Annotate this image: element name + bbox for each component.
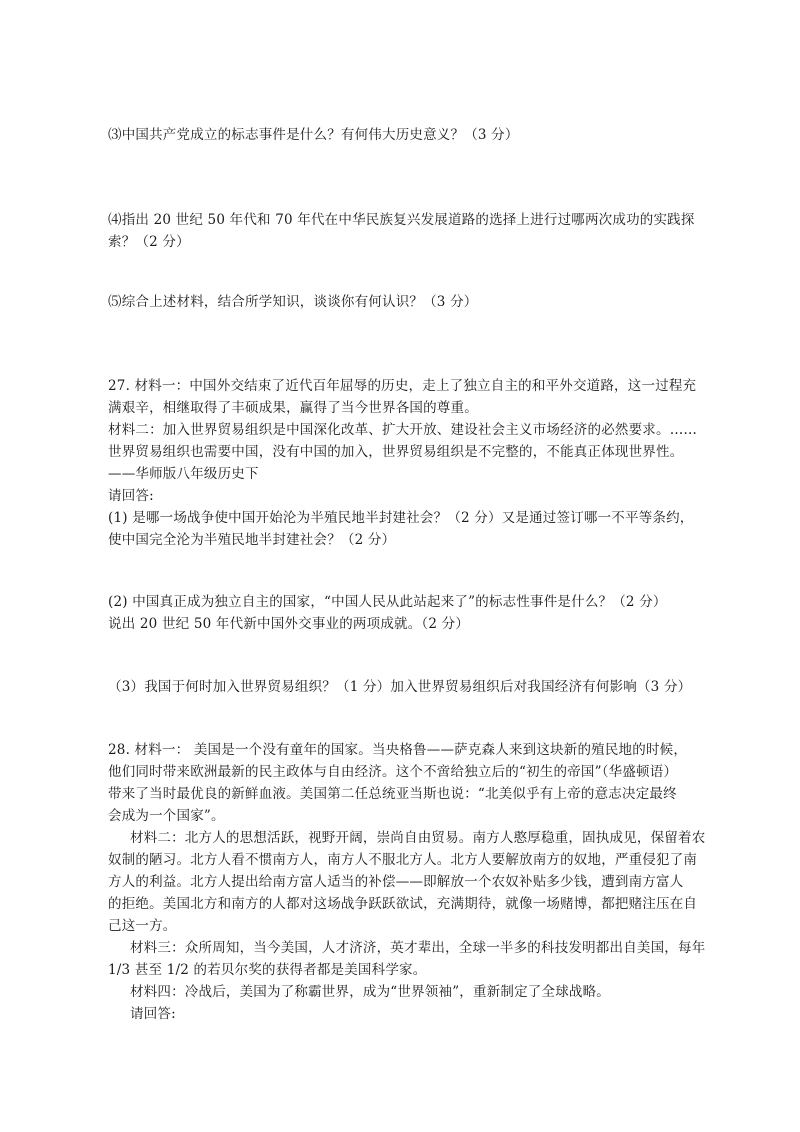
q27-p3: （3）我国于何时加入世界贸易组织？（1 分）加入世界贸易组织后对我国经济有何影响（3 分） — [108, 679, 692, 695]
q27-material2-line2: 世界贸易组织也需要中国，没有中国的加入，世界贸易组织是不完整的，不能真正体现世界性。 — [108, 444, 684, 460]
q27-p2-line2: 说出 20 世纪 50 年代新中国外交事业的两项成就。（2 分） — [108, 616, 470, 632]
q27-material1-line1: 27. 材料一：中国外交结束了近代百年屈辱的历史，走上了独立自主的和平外交道路，这一过程充 — [108, 378, 697, 394]
q26-q5: ⑸综合上述材料，结合所学知识，谈谈你有何认识？（3 分） — [108, 294, 478, 310]
q26-q4-line2: 索？（2 分） — [108, 234, 190, 250]
q27-material1-line2: 满艰辛，相继取得了丰硕成果，赢得了当今世界各国的尊重。 — [108, 400, 478, 416]
q27-source: ——华师版八年级历史下 — [108, 466, 259, 482]
q27-p1-line1: (1) 是哪一场战争使中国开始沦为半殖民地半封建社会？（2 分）又是通过签订哪一不平等条约， — [108, 510, 694, 526]
q28-material3-line1: 材料三：众所周知，当今美国，人才济济，英才辈出，全球一半多的科技发明都出自美国，每年 — [130, 940, 706, 956]
q28-material2-line2: 奴制的陋习。北方人看不惯南方人，南方人不服北方人。北方人要解放南方的奴地，严重侵犯了南 — [108, 852, 698, 868]
q28-material2-line1: 材料二：北方人的思想活跃，视野开阔，崇尚自由贸易。南方人憨厚稳重，固执成见，保留着农 — [130, 830, 706, 846]
q27-material2-line1: 材料二：加入世界贸易组织是中国深化改革、扩大开放、建设社会主义市场经济的必然要求。…… — [108, 422, 698, 438]
q28-material2-line4: 的拒绝。美国北方和南方的人都对这场战争跃跃欲试，充满期待，就像一场赌博，都把赌注压在自 — [108, 896, 698, 912]
q27-prompt: 请回答: — [108, 488, 154, 504]
q28-material2-line3: 方人的利益。北方人提出给南方富人适当的补偿——即解放一个农奴补贴多少钱，遭到南方富人 — [108, 874, 684, 890]
q28-material1-line1: 28. 材料一： 美国是一个没有童年的国家。当央格鲁——萨克森人来到这块新的殖民地的时候， — [108, 742, 688, 758]
q27-p1-line2: 使中国完全沦为半殖民地半封建社会？（2 分） — [108, 532, 396, 548]
q28-material1-line2: 他们同时带来欧洲最新的民主政体与自由经济。这个不啻给独立后的“初生的帝国”（华盛顿语） — [108, 764, 678, 780]
q28-prompt: 请回答: — [130, 1006, 176, 1022]
q28-material1-line4: 会成为一个国家”。 — [108, 808, 225, 824]
q26-q4-line1: ⑷指出 20 世纪 50 年代和 70 年代在中华民族复兴发展道路的选择上进行过哪两次成功的实践探 — [108, 212, 695, 228]
q28-material2-line5: 己这一方。 — [108, 918, 177, 934]
q27-p2-line1: (2) 中国真正成为独立自主的国家，“中国人民从此站起来了”的标志性事件是什么？（2 分） — [108, 594, 667, 610]
q28-material3-line2: 1/3 甚至 1/2 的若贝尔奖的获得者都是美国科学家。 — [108, 962, 427, 978]
q28-material4: 材料四：冷战后，美国为了称霸世界，成为“世界领袖”，重新制定了全球战略。 — [130, 984, 611, 1000]
q26-q3: ⑶中国共产党成立的标志事件是什么？有何伟大历史意义？（3 分） — [108, 127, 519, 143]
q28-material1-line3: 带来了当时最优良的新鲜血液。美国第二任总统亚当斯也说：“北美似乎有上帝的意志决定最终 — [108, 786, 677, 802]
